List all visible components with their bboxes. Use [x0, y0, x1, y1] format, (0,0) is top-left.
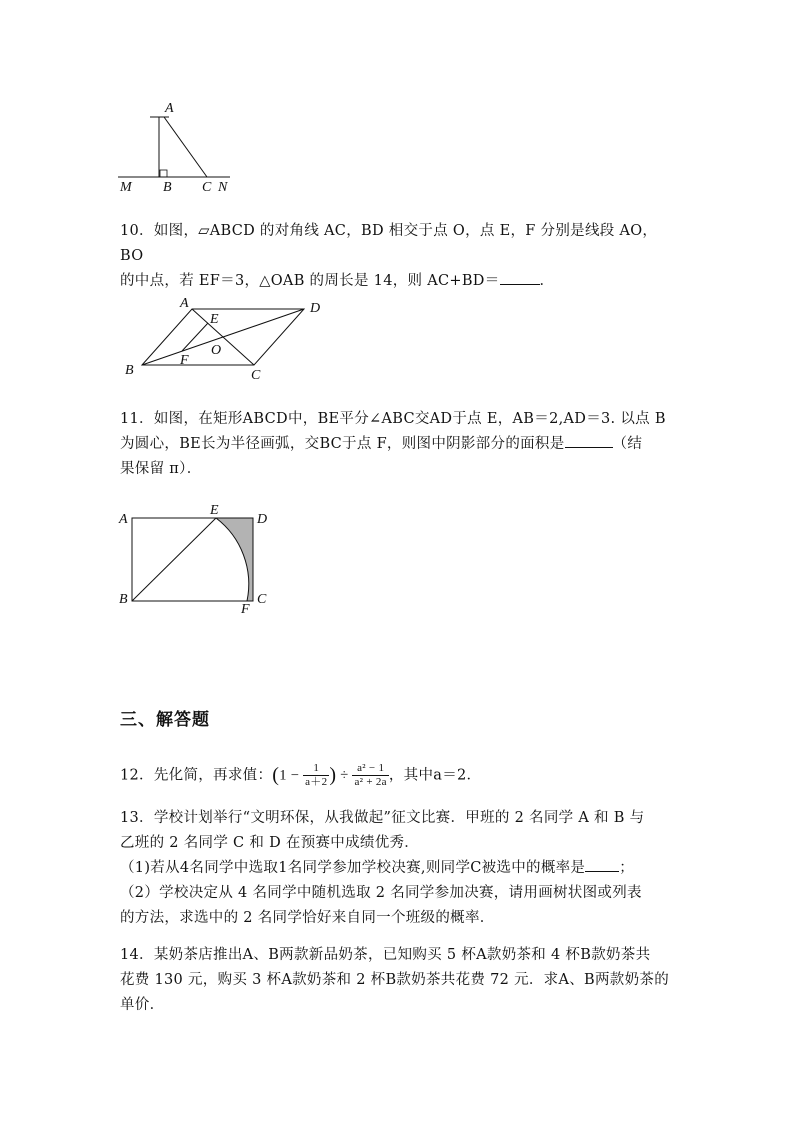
question-10: 10．如图，▱ABCD 的对角线 AC，BD 相交于点 O，点 E，F 分别是线段 AO，BO 的中点，若 EF＝3，△OAB 的周长是 14，则 AC+BD＝ ．: [120, 219, 680, 294]
q10-line2: 的中点，若 EF＝3，△OAB 的周长是 14，则 AC+BD＝: [120, 273, 500, 289]
question-12: 12．先化简，再求值：(1 − $\frac{1}{a+2}$ ) ÷ $\frac{\text{a² − 1}}{\text{a² + 2a}}$ ，其中a＝2．: [120, 762, 482, 788]
q13-line2: 乙班的 2 名同学 C 和 D 在预赛中成绩优秀．: [120, 835, 420, 851]
label-A: A: [180, 296, 189, 311]
label-M: M: [120, 180, 132, 195]
label-C: C: [202, 180, 212, 195]
label-F: F: [241, 602, 250, 617]
label-D: D: [310, 301, 321, 316]
label-N: N: [218, 180, 228, 195]
label-B: B: [119, 592, 128, 607]
label-C: C: [257, 592, 267, 607]
label-D: D: [257, 512, 268, 527]
answer-blank: [585, 857, 619, 872]
q13-line1: 13．学校计划举行“文明环保，从我做起”征文比赛．甲班的 2 名同学 A 和 B 与: [120, 810, 645, 826]
answer-blank: [565, 433, 613, 448]
label-E: E: [210, 503, 219, 518]
answer-blank: [500, 270, 540, 285]
q13-line5: 的方法，求选中的 2 名同学恰好来自同一个班级的概率．: [120, 910, 495, 926]
label-E: E: [210, 312, 219, 327]
figure-rectangle-arc: [115, 502, 275, 617]
fraction: $\frac{1}{a+2}$: [305, 762, 328, 788]
q13-line3: （1)若从4名同学中选取1名同学参加学校决赛,则同学C被选中的概率是: [120, 860, 586, 876]
q14-line2: 花费 130 元，购买 3 杯A款奶茶和 2 杯B款奶茶共花费 72 元．求A、B两款奶茶的: [120, 972, 670, 988]
label-B: B: [125, 363, 134, 378]
label-F: F: [180, 353, 189, 368]
label-O: O: [211, 343, 222, 358]
question-11: 11．如图，在矩形ABCD中，BE平分∠ABC交AD于点 E，AB＝2,AD＝3. 以点 B 为圆心，BE长为半径画弧，交BC于点 F，则图中阴影部分的面积是 （结 果保留 π）．: [120, 407, 680, 482]
q11-line1: 11．如图，在矩形ABCD中，BE平分∠ABC交AD于点 E，AB＝2,AD＝3. 以点 B: [120, 411, 666, 427]
question-13: 13．学校计划举行“文明环保，从我做起”征文比赛．甲班的 2 名同学 A 和 B 与 乙班的 2 名同学 C 和 D 在预赛中成绩优秀． （1)若从4名同学中选取1名同学参加学校决赛,则同学C被选中的概率是 ； （2）学校决定从 4 名同学中随机选取 2 名同学参加决赛，请用画树状图或列表 的方法，求选中的 2 名同学恰好来自同一个班级的概率．: [120, 806, 680, 931]
q11-line3: 果保留 π）．: [120, 461, 202, 477]
section-title: 三、解答题: [120, 710, 210, 730]
fraction: $\frac{\text{a² − 1}}{\text{a² + 2a}}$: [354, 762, 387, 788]
label-A: A: [119, 512, 128, 527]
label-B: B: [163, 180, 172, 195]
label-A: A: [165, 101, 174, 116]
figure-perpendicular: [110, 95, 240, 195]
q13-line4: （2）学校决定从 4 名同学中随机选取 2 名同学参加决赛，请用画树状图或列表: [120, 885, 642, 901]
question-14: [120, 943, 680, 1018]
q11-line2: 为圆心，BE长为半径画弧，交BC于点 F，则图中阴影部分的面积是: [120, 436, 565, 452]
q14-line3: 单价．: [120, 997, 165, 1013]
label-C: C: [251, 368, 261, 383]
figure-parallelogram: [115, 290, 340, 385]
q10-line1: 10．如图，▱ABCD 的对角线 AC，BD 相交于点 O，点 E，F 分别是线段 AO，BO: [120, 223, 658, 264]
q14-line1: 14．某奶茶店推出A、B两款新品奶茶，已知购买 5 杯A款奶茶和 4 杯B款奶茶共: [120, 947, 651, 963]
